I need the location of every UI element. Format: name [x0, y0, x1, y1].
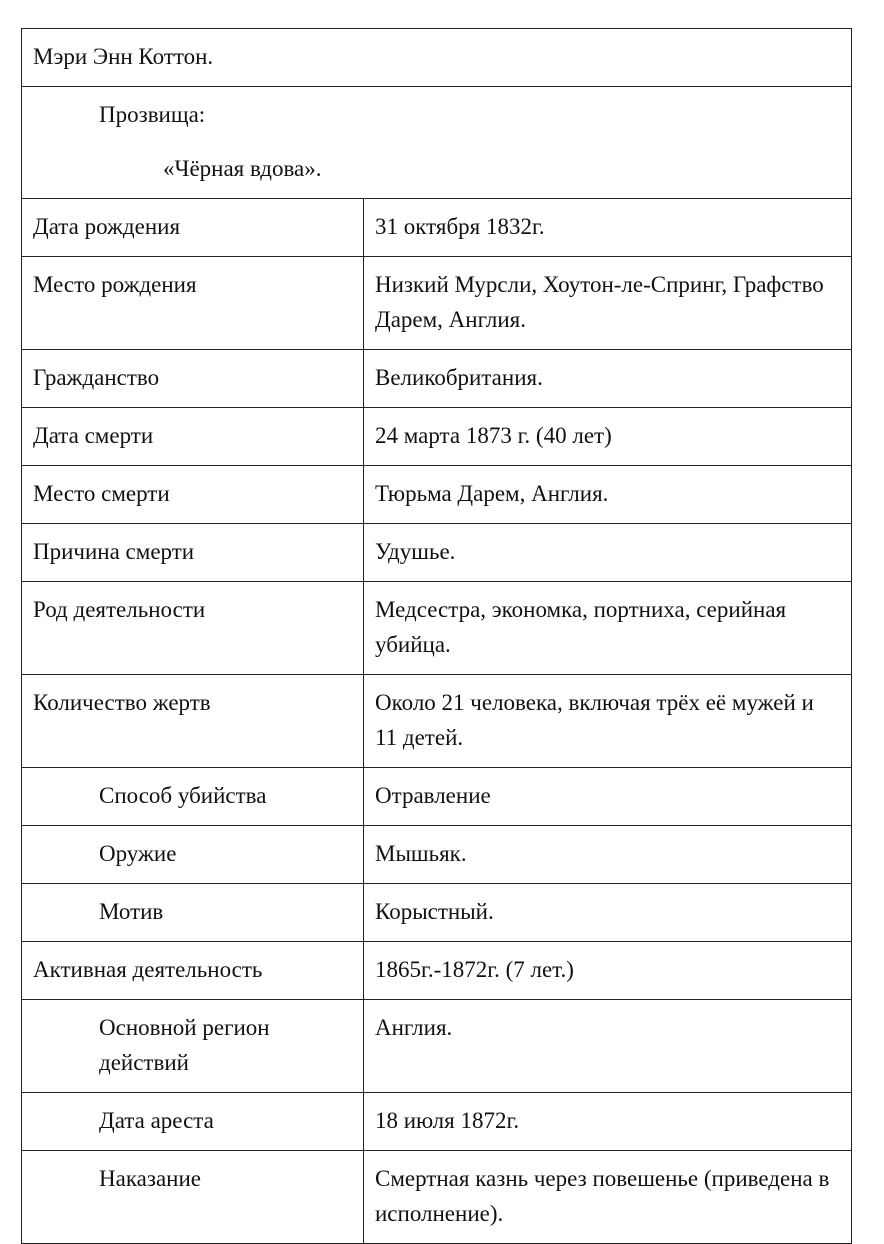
table-row-occupation: [22, 582, 852, 675]
nickname-row: [22, 87, 852, 199]
table-row-punishment: [22, 1151, 852, 1244]
row-value: Мышьяк.: [364, 826, 852, 884]
row-label: Оружие: [22, 826, 364, 884]
table-row-death-place: [22, 466, 852, 524]
row-value: Англия.: [364, 1000, 852, 1093]
row-value: Великобритания.: [364, 350, 852, 408]
row-value: 24 марта 1873 г. (40 лет): [364, 408, 852, 466]
table-row-method: [22, 768, 852, 826]
row-label: Дата рождения: [22, 199, 364, 257]
row-value: Низкий Мурсли, Хоутон-ле-Спринг, Графство Дарем, Англия.: [364, 257, 852, 350]
table-row-region: [22, 1000, 852, 1093]
table-row-motive: [22, 884, 852, 942]
row-label: Мотив: [22, 884, 364, 942]
table-row-death-cause: [22, 524, 852, 582]
row-value: Отравление: [364, 768, 852, 826]
row-value: 31 октября 1832г.: [364, 199, 852, 257]
info-table: [21, 28, 852, 1244]
row-label: Дата ареста: [22, 1093, 364, 1151]
row-label: Наказание: [22, 1151, 364, 1244]
table-row-weapon: [22, 826, 852, 884]
table-row-victims: [22, 675, 852, 768]
row-value: 18 июля 1872г.: [364, 1093, 852, 1151]
row-label: Активная деятельность: [22, 942, 364, 1000]
row-value: Смертная казнь через повешенье (приведена в исполнение).: [364, 1151, 852, 1244]
row-label: Гражданство: [22, 350, 364, 408]
row-label: Место смерти: [22, 466, 364, 524]
table-row-death-date: [22, 408, 852, 466]
row-label: Место рождения: [22, 257, 364, 350]
row-label: Способ убийства: [22, 768, 364, 826]
table-row-birth-date: [22, 199, 852, 257]
row-value: Медсестра, экономка, портниха, серийная убийца.: [364, 582, 852, 675]
person-name: Мэри Энн Коттон.: [22, 29, 852, 87]
row-value: 1865г.-1872г. (7 лет.): [364, 942, 852, 1000]
row-label: Причина смерти: [22, 524, 364, 582]
nickname-value: «Чёрная вдова».: [163, 156, 322, 181]
table-row-birth-place: [22, 257, 852, 350]
row-value: Около 21 человека, включая трёх её мужей и 11 детей.: [364, 675, 852, 768]
row-label: Род деятельности: [22, 582, 364, 675]
table-row-citizenship: [22, 350, 852, 408]
row-value: Удушье.: [364, 524, 852, 582]
row-value: Тюрьма Дарем, Англия.: [364, 466, 852, 524]
row-value: Корыстный.: [364, 884, 852, 942]
row-label: Количество жертв: [22, 675, 364, 768]
row-label: Основной регион действий: [22, 1000, 364, 1093]
table-row-arrest-date: [22, 1093, 852, 1151]
table-row-active-period: [22, 942, 852, 1000]
title-row: [22, 29, 852, 87]
nickname-cell: [22, 87, 852, 199]
nickname-label: Прозвища:: [99, 102, 206, 127]
row-label: Дата смерти: [22, 408, 364, 466]
